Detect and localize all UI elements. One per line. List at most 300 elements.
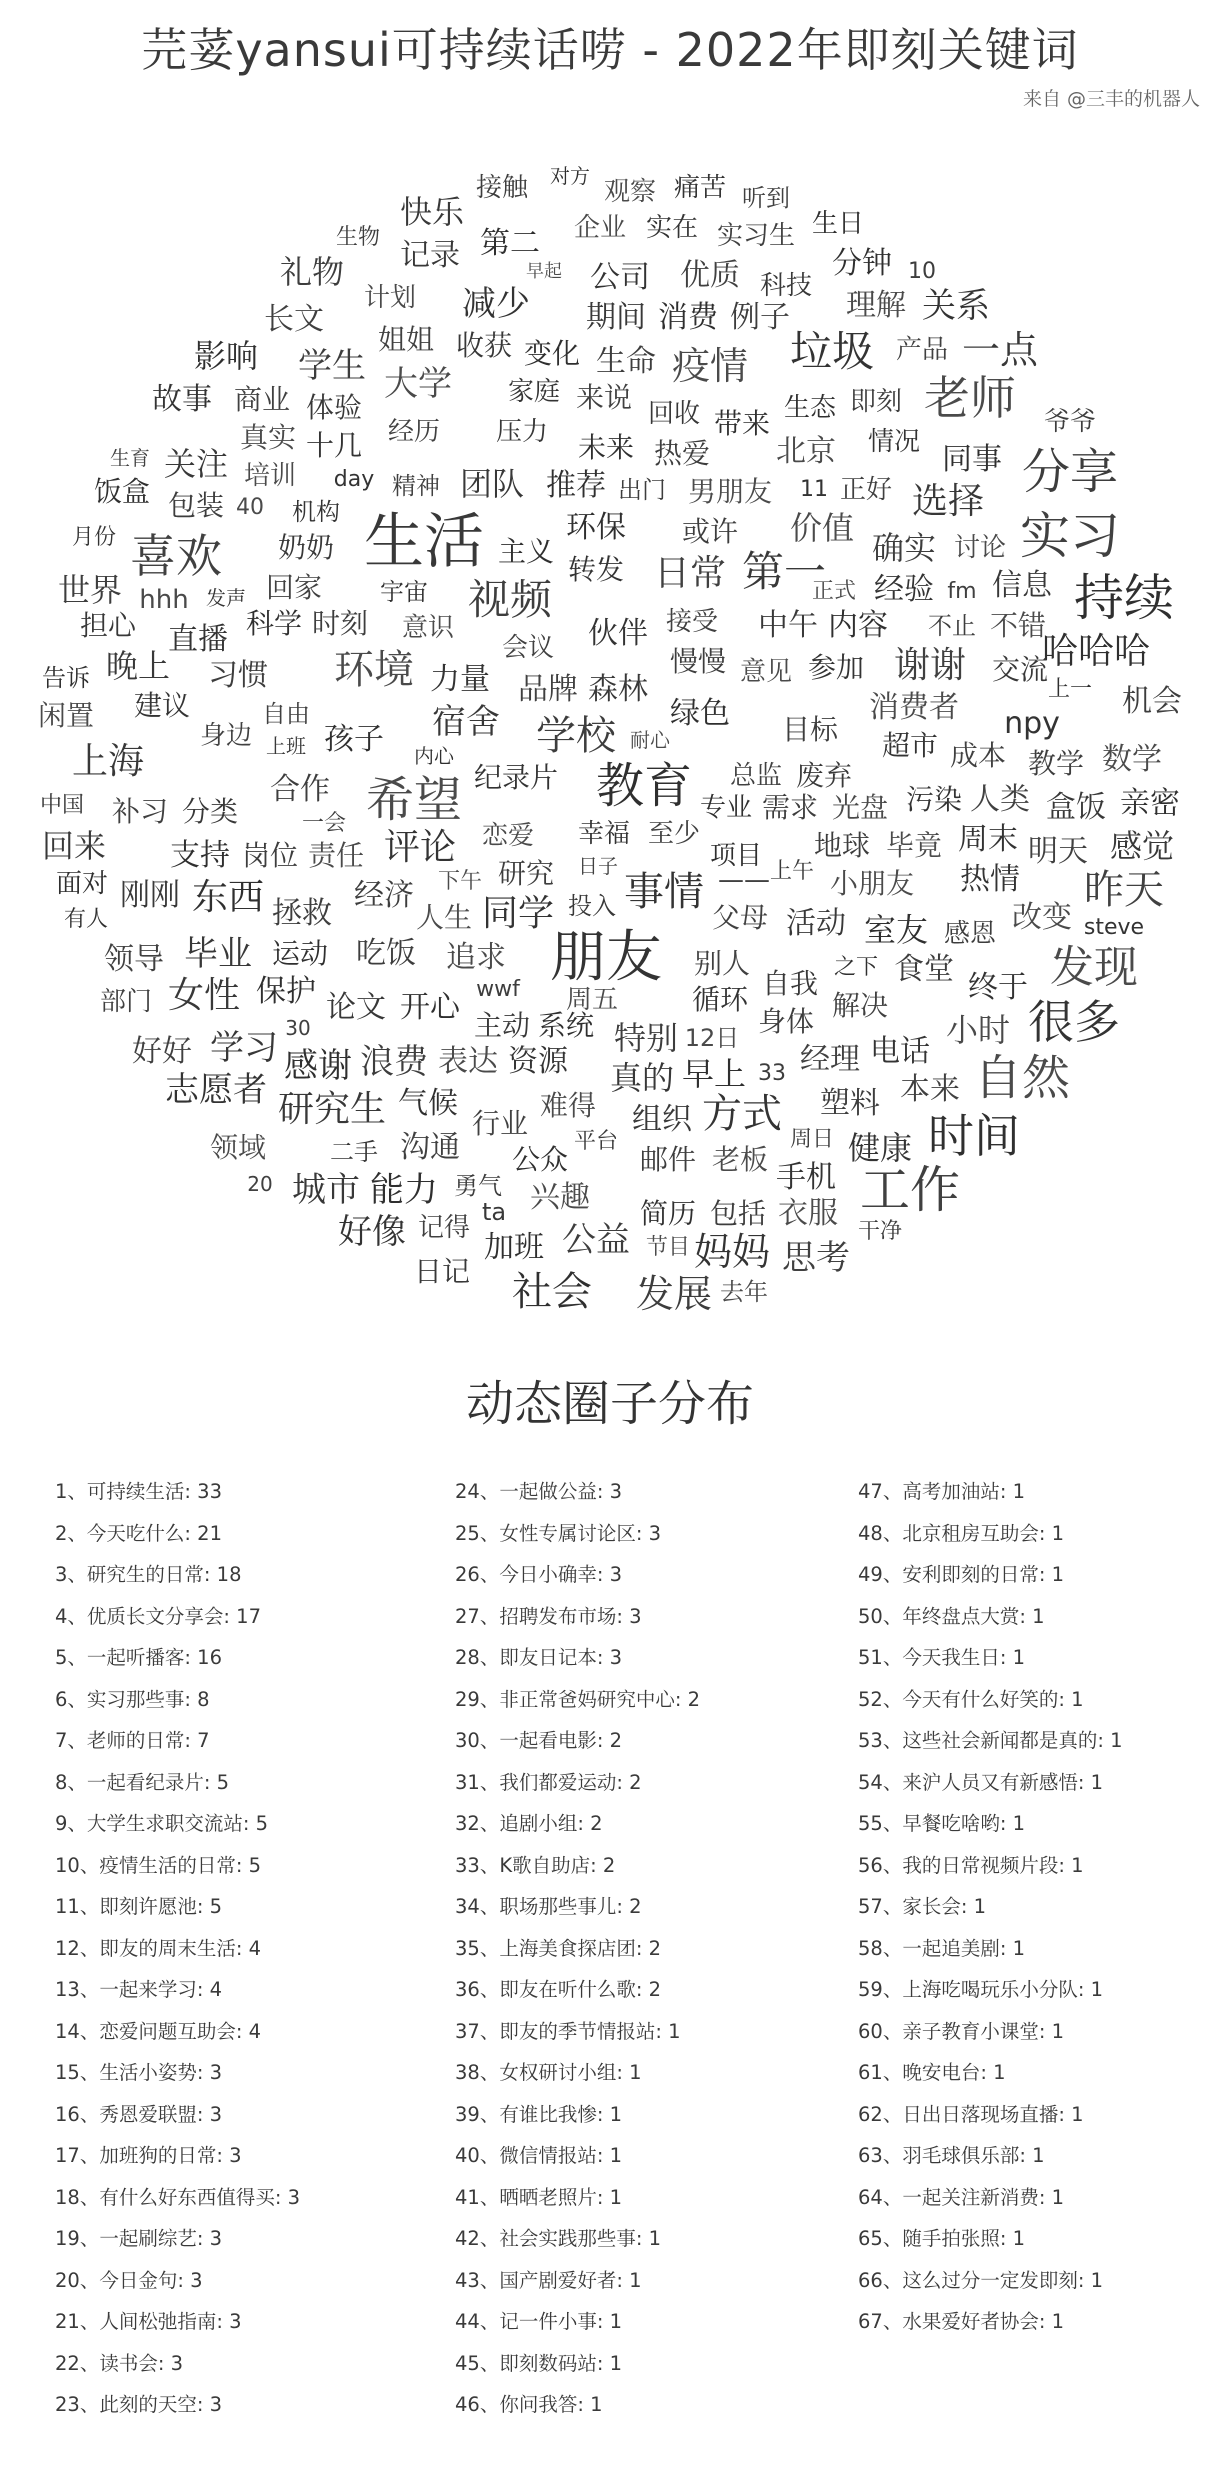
cloud-word: 一点 [961,328,1039,372]
cloud-word: 回来 [41,827,107,865]
cloud-word: 人生 [415,901,473,934]
circle-item: 19、一起刷综艺: 3 [55,2227,222,2250]
cloud-word: 真的 [609,1059,675,1097]
cloud-word: 商业 [233,383,291,416]
cloud-word: 内容 [828,608,888,643]
circle-item: 46、你问我答: 1 [455,2393,603,2416]
cloud-word: 宇宙 [380,578,428,606]
cloud-word: 浪费 [360,1042,428,1082]
circle-item: 1、可持续生活: 33 [55,1480,222,1503]
cloud-word: 开心 [400,990,460,1025]
circle-item: 21、人间松弛指南: 3 [55,2310,242,2333]
cloud-word: 干净 [857,1219,903,1244]
cloud-word: 手机 [776,1160,836,1195]
cloud-word: 发声 [206,586,246,610]
cloud-word: 支持 [170,838,230,873]
cloud-word: 价值 [789,509,855,547]
cloud-word: 亲密 [1120,786,1180,821]
cloud-word: 上一 [1047,677,1093,702]
cloud-word: 自我 [761,967,819,1000]
circle-item: 20、今日金句: 3 [55,2268,203,2292]
cloud-word: 情况 [867,427,921,457]
cloud-word: 信息 [992,568,1052,603]
circle-item: 11、即刻许愿池: 5 [55,1895,222,1918]
cloud-word: 第一 [741,547,827,596]
cloud-word: 直播 [168,622,228,657]
cloud-word: 世界 [57,571,123,609]
cloud-word: 意识 [401,613,455,643]
cloud-word: 同学 [481,893,555,934]
cloud-word: 研究生 [277,1089,387,1130]
cloud-word: 周五 [565,985,619,1015]
cloud-word: 下午 [437,869,483,894]
cloud-word: 妈妈 [693,1230,771,1274]
cloud-word: hhh [139,585,189,615]
cloud-word: 发现 [1050,942,1138,993]
cloud-word: 女性 [167,975,241,1016]
cloud-word: 优质 [680,258,740,293]
cloud-word: 饭盒 [93,475,151,508]
circle-item: 39、有谁比我惨: 1 [455,2102,622,2126]
cloud-word: 别人 [693,947,751,980]
cloud-word: 生育 [110,446,150,470]
cloud-word: 部门 [99,987,153,1017]
cloud-word: 产品 [895,335,949,365]
cloud-word: 论文 [326,990,386,1025]
cloud-word: 公益 [562,1220,630,1260]
cloud-word: 思考 [782,1238,850,1278]
cloud-word: 热爱 [653,437,711,470]
cloud-word: 身边 [199,721,253,751]
cloud-word: 主义 [497,535,555,568]
cloud-word: 运动 [271,937,329,970]
cloud-word: 小朋友 [829,867,915,900]
cloud-word: 追求 [446,940,506,975]
cloud-word: 健康 [847,1129,913,1167]
cloud-word: 宿舍 [432,702,500,742]
cloud-word: 毕业 [184,934,252,974]
circle-item: 61、晚安电台: 1 [858,2061,1006,2084]
cloud-word: 幸福 [577,819,631,849]
circle-item: 23、此刻的天空: 3 [55,2393,222,2416]
cloud-word: 系统 [537,1009,595,1042]
circle-item: 60、亲子教育小课堂: 1 [858,2019,1064,2043]
cloud-word: 故事 [152,382,212,417]
cloud-word: 昨天 [1084,867,1164,913]
cloud-word: 喜欢 [130,529,222,583]
circle-item: 59、上海吃喝玩乐小分队: 1 [858,1978,1103,2001]
circle-item: 65、随手拍张照: 1 [858,2227,1025,2250]
cloud-word: 好好 [132,1034,192,1069]
circle-item: 47、高考加油站: 1 [858,1480,1025,1503]
cloud-word: 实在 [645,213,699,243]
cloud-word: 老板 [711,1143,769,1176]
circle-item: 48、北京租房互助会: 1 [858,1521,1064,1545]
cloud-word: 30 [285,1016,311,1040]
cloud-word: 爷爷 [1043,407,1097,437]
cloud-word: 男朋友 [687,475,773,508]
circle-item: 57、家长会: 1 [858,1895,986,1918]
cloud-word: 数学 [1102,742,1162,777]
cloud-word: 领域 [209,1131,267,1164]
cloud-word: 总监 [729,761,783,791]
cloud-word: 恋爱 [481,821,535,851]
cloud-word: 评论 [383,827,457,868]
cloud-word: 感觉 [1109,827,1175,865]
cloud-word: 衣服 [778,1196,838,1231]
cloud-word: 学生 [298,346,366,386]
cloud-word: 周末 [958,822,1018,857]
circle-item: 58、一起追美剧: 1 [858,1936,1025,1960]
cloud-word: 工作 [860,1161,960,1219]
cloud-word: 来说 [575,381,633,414]
cloud-word: wwf [476,977,520,1002]
cloud-word: 岗位 [241,839,299,872]
cloud-word: 明天 [1028,834,1088,869]
cloud-word: 晚上 [105,647,171,685]
cloud-word: 讨论 [953,533,1007,563]
cloud-word: 绿色 [670,696,730,731]
cloud-word: 科学 [245,607,303,640]
cloud-word: 会议 [501,633,555,663]
circle-distribution-list [0,1480,1220,2470]
circle-item: 55、早餐吃啥哟: 1 [858,1812,1025,1835]
cloud-word: 不错 [989,609,1047,642]
cloud-word: 持续 [1074,569,1174,627]
cloud-word: 生活 [364,507,484,577]
cloud-word: 包括 [709,1197,767,1230]
cloud-word: 身体 [757,1005,815,1038]
cloud-word: 接触 [475,173,529,203]
cloud-word: 担心 [79,609,137,642]
cloud-word: 周日 [789,1127,835,1152]
cloud-word: 耐心 [630,728,670,752]
circle-item: 30、一起看电影: 2 [455,1729,622,1752]
cloud-word: 正式 [811,579,857,604]
cloud-word: 礼物 [279,253,345,291]
circle-item: 10、疫情生活的日常: 5 [55,1853,261,1877]
circle-item: 53、这些社会新闻都是真的: 1 [858,1729,1123,1752]
credit-label: 来自 @三丰的机器人 [1022,88,1200,110]
cloud-word: 森林 [588,672,648,707]
circle-item: 16、秀恩爱联盟: 3 [55,2102,222,2126]
cloud-word: 研究 [497,857,555,890]
cloud-word: 包装 [167,489,225,522]
cloud-word: 实习 [1020,507,1120,565]
cloud-word: 体验 [305,391,363,424]
circle-item: 43、国产剧爱好者: 1 [455,2268,642,2292]
cloud-word: 科技 [759,271,813,301]
cloud-word: 父母 [711,901,769,934]
circle-item: 56、我的日常视频片段: 1 [858,1853,1084,1877]
cloud-word: 生物 [335,225,381,250]
circle-item: 2、今天吃什么: 21 [55,1521,222,1545]
cloud-word: 分类 [181,795,239,828]
cloud-word: 机构 [292,498,340,526]
cloud-word: 月份 [71,525,117,550]
cloud-word: 表达 [438,1044,498,1079]
cloud-word: 经理 [800,1042,860,1077]
cloud-word: 计划 [363,283,417,313]
cloud-word: 记录 [400,238,460,273]
cloud-word: 投入 [568,892,616,920]
circle-item: 14、恋爱问题互助会: 4 [55,2019,261,2043]
circle-item: 51、今天我生日: 1 [858,1646,1025,1669]
cloud-word: 环境 [334,647,414,693]
cloud-word: 城市 [292,1170,360,1210]
cloud-word: 经历 [387,417,441,447]
cloud-word: 加班 [484,1230,544,1265]
circle-item: 13、一起来学习: 4 [55,1978,222,2001]
cloud-word: 之下 [833,955,879,980]
cloud-word: 公众 [511,1143,569,1176]
section-title: 动态圈子分布 [465,1376,754,1432]
circle-item: 64、一起关注新消费: 1 [858,2185,1064,2209]
cloud-word: 人类 [970,782,1030,817]
cloud-word: 接受 [665,607,719,637]
cloud-word: 事情 [624,869,704,915]
cloud-word: 本来 [900,1072,960,1107]
cloud-word: 回收 [647,399,701,429]
cloud-word: 希望 [365,772,463,828]
cloud-word: 面对 [55,869,109,899]
cloud-word: 目标 [781,713,839,746]
cloud-word: 33 [758,1061,786,1086]
cloud-word: 公司 [590,260,650,295]
cloud-word: 第二 [480,226,540,261]
cloud-word: 精神 [392,472,440,500]
cloud-word: 减少 [462,284,530,324]
cloud-word: 观察 [603,177,657,207]
page-title: 芫荽yansui可持续话唠 - 2022年即刻关键词 [141,23,1079,77]
cloud-word: 期间 [586,300,646,335]
circle-item: 3、研究生的日常: 18 [55,1563,242,1586]
cloud-word: 难得 [539,1089,597,1122]
cloud-word: 热情 [960,862,1020,897]
cloud-word: 去年 [720,1278,768,1306]
cloud-word: 交流 [991,653,1049,686]
cloud-word: 刚刚 [120,878,180,913]
cloud-word: 二手 [330,1138,378,1166]
cloud-word: 垃圾 [789,327,875,376]
circle-item: 7、老师的日常: 7 [55,1729,210,1752]
cloud-word: fm [947,579,977,604]
cloud-word: 解决 [831,989,889,1022]
cloud-word: 收获 [455,329,513,362]
cloud-word: 早起 [526,261,562,282]
cloud-word: 转发 [567,553,625,586]
cloud-word: 品牌 [518,672,578,707]
cloud-word: 长文 [264,302,324,337]
cloud-word: 资源 [508,1044,568,1079]
cloud-word: 改变 [1012,900,1072,935]
cloud-word: 不止 [928,612,976,640]
cloud-word: 推荐 [546,468,606,503]
cloud-word: 家庭 [507,377,561,407]
cloud-word: 气候 [398,1086,458,1121]
circle-item: 4、优质长文分享会: 17 [55,1604,261,1628]
cloud-word: 室友 [863,911,929,949]
cloud-word: 变化 [523,337,581,370]
cloud-word: 时刻 [311,607,369,640]
cloud-word: 项目 [709,841,763,871]
cloud-word: 姐姐 [377,323,435,356]
cloud-word: 慢慢 [669,645,727,678]
cloud-word: 早上 [681,1055,747,1093]
cloud-word: 自由 [262,700,310,728]
cloud-word: 快乐 [399,193,465,231]
circle-item: 6、实习那些事: 8 [55,1687,210,1711]
cloud-word: 简历 [639,1197,697,1230]
cloud-word: 11 [800,477,828,502]
cloud-word: 超市 [881,729,939,762]
circle-item: 37、即友的季节情报站: 1 [455,2019,681,2043]
cloud-word: 平台 [573,1129,619,1154]
cloud-word: 内心 [414,744,454,768]
cloud-word: 记得 [417,1213,471,1243]
cloud-word: 能力 [370,1170,438,1210]
cloud-word: 塑料 [820,1086,880,1121]
cloud-word: 哈哈哈 [1041,631,1151,672]
cloud-word: 谢谢 [893,645,967,686]
circle-item: 34、职场那些事儿: 2 [455,1895,642,1918]
cloud-word: 参加 [807,651,865,684]
cloud-word: 很多 [1028,995,1120,1049]
circle-item: 67、水果爱好者协会: 1 [858,2310,1064,2333]
cloud-word: 中午 [758,608,818,643]
cloud-word: 补习 [111,795,169,828]
cloud-word: 邮件 [639,1143,697,1176]
cloud-word: 力量 [430,662,490,697]
circle-item: 26、今日小确幸: 3 [455,1563,622,1586]
cloud-word: 同事 [942,442,1002,477]
cloud-word: 伙伴 [588,616,648,651]
cloud-word: 节目 [645,1235,691,1260]
circle-item: 31、我们都爱运动: 2 [455,1770,642,1794]
cloud-word: 经验 [874,572,934,607]
cloud-word: 生日 [811,209,865,239]
cloud-word: 电话 [870,1034,930,1069]
cloud-word: npy [1004,706,1060,741]
cloud-word: 机会 [1122,684,1182,719]
circle-item: 24、一起做公益: 3 [455,1480,622,1503]
cloud-word: 回家 [265,571,323,604]
cloud-word: 视频 [467,575,553,624]
cloud-word: 正好 [839,475,893,505]
cloud-word: 沟通 [400,1130,460,1165]
circle-item: 36、即友在听什么歌: 2 [455,1978,661,2001]
cloud-word: 孩子 [324,722,384,757]
cloud-word: 十几 [305,429,363,462]
cloud-word: 吃饭 [356,936,416,971]
circle-item: 18、有什么好东西值得买: 3 [55,2185,300,2209]
cloud-word: 志愿者 [165,1070,267,1110]
cloud-word: 痛苦 [673,173,727,203]
circle-item: 27、招聘发布市场: 3 [455,1604,642,1628]
cloud-word: 或许 [681,515,739,548]
cloud-word: 培训 [243,461,297,491]
circle-item: 9、大学生求职交流站: 5 [55,1812,269,1835]
cloud-word: 老师 [924,371,1016,425]
cloud-word: 领导 [104,942,164,977]
circle-item: 63、羽毛球俱乐部: 1 [858,2144,1045,2167]
cloud-word: 即刻 [849,387,903,417]
circle-item: 8、一起看纪录片: 5 [55,1770,230,1794]
cloud-word: 压力 [495,417,549,447]
cloud-word: 循环 [691,983,749,1016]
cloud-word: 实习生 [716,221,796,251]
cloud-word: 未来 [577,431,635,464]
circle-item: 29、非正常爸妈研究中心: 2 [455,1687,700,1711]
cloud-word: 合作 [270,772,330,807]
cloud-word: 建议 [133,689,191,722]
cloud-word: 关注 [163,445,229,483]
cloud-word: 朋友 [550,925,662,990]
cloud-word: 专业 [699,793,753,823]
cloud-word: 责任 [307,839,365,872]
cloud-word: 感恩 [943,919,997,949]
cloud-word: 分享 [1021,444,1119,500]
circle-item: 41、晒晒老照片: 1 [455,2185,622,2209]
circle-item: 25、女性专属讨论区: 3 [455,1521,661,1545]
cloud-word: 12日 [684,1024,740,1052]
circle-item: 15、生活小姿势: 3 [55,2061,222,2084]
cloud-word: 奶奶 [277,531,335,564]
cloud-word: 保护 [256,974,316,1009]
cloud-word: 学习 [210,1028,278,1068]
cloud-word: 例子 [730,300,790,335]
cloud-word: 需求 [761,791,819,824]
circle-item: 22、读书会: 3 [55,2351,183,2375]
cloud-word: 特别 [613,1019,679,1057]
cloud-word: 成本 [949,739,1007,772]
cloud-word: 纪录片 [473,761,559,794]
cloud-word: 好像 [338,1212,406,1252]
cloud-word: 毕竟 [885,829,943,862]
cloud-word: 光盘 [831,791,889,824]
circle-item: 49、安利即刻的日常: 1 [858,1563,1064,1586]
cloud-word: 理解 [846,288,906,323]
cloud-word: 活动 [786,906,846,941]
cloud-word: 生态 [783,393,837,423]
cloud-word: 40 [236,495,264,520]
circle-item: 5、一起听播客: 16 [55,1646,222,1669]
cloud-word: 关系 [922,286,990,326]
circle-item: 62、日出日落现场直播: 1 [858,2102,1084,2126]
cloud-word: 中国 [39,793,85,818]
circle-item: 66、这么过分一定发即刻: 1 [858,2268,1103,2292]
cloud-word: 带来 [713,407,771,440]
cloud-word: 终于 [968,970,1028,1005]
cloud-word: 污染 [905,783,963,816]
cloud-word: 至少 [647,819,701,849]
circle-item: 38、女权研讨小组: 1 [455,2061,642,2084]
circle-item: 45、即刻数码站: 1 [455,2351,622,2375]
cloud-word: 自然 [973,1050,1071,1106]
circle-item: 28、即友日记本: 3 [455,1646,622,1669]
cloud-word: 教学 [1027,747,1085,780]
cloud-word: 闲置 [37,699,95,732]
cloud-word: 勇气 [454,1172,502,1200]
cloud-word: 东西 [191,877,265,918]
circle-item: 44、记一件小事: 1 [455,2310,622,2333]
cloud-word: steve [1083,915,1145,940]
cloud-word: ta [481,1198,507,1226]
cloud-word: 对方 [550,164,590,188]
cloud-word: 真实 [239,421,297,454]
cloud-word: 疫情 [671,344,749,388]
cloud-word: day [333,467,375,492]
